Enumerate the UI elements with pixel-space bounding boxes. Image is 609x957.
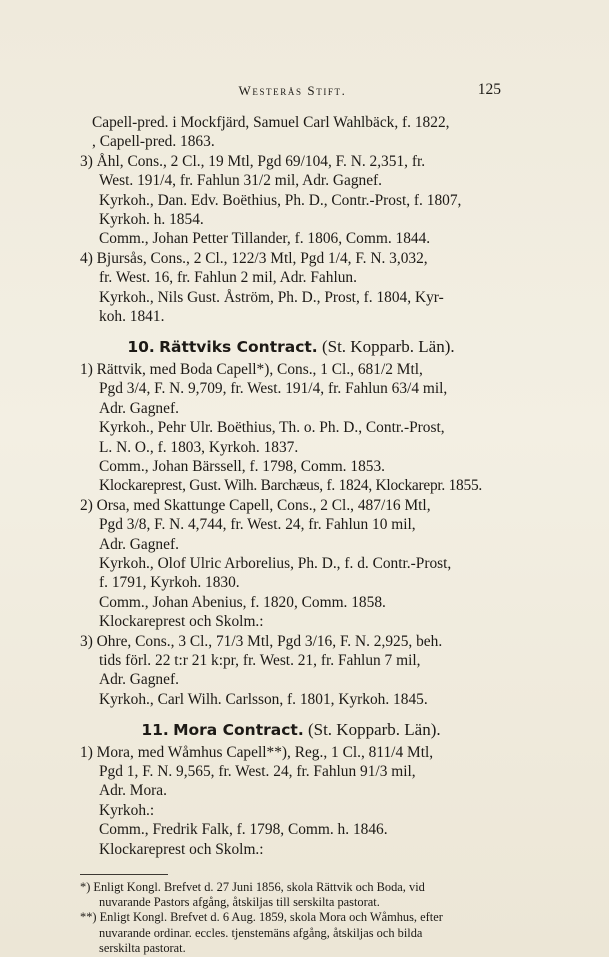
text-line: 1) Mora, med Wåmhus Capell**), Reg., 1 Cl., 811/4 Mtl, xyxy=(80,743,434,761)
text-line: Kyrkoh., Dan. Edv. Boëthius, Ph. D., Contr.-Prost, f. 1807, xyxy=(99,191,462,209)
text-line: Adr. Gagnef. xyxy=(99,399,179,417)
running-title: Westerås Stift. xyxy=(238,83,347,98)
entry-ohre xyxy=(80,632,502,710)
text-line: Adr. Gagnef. xyxy=(99,671,179,689)
text-line: f. 1791, Kyrkoh. 1830. xyxy=(99,574,240,592)
text-line: fr. West. 16, fr. Fahlun 2 mil, Adr. Fahlun. xyxy=(99,269,357,287)
text-line: , Capell-pred. 1863. xyxy=(92,133,215,151)
text-line: Comm., Johan Bärssell, f. 1798, Comm. 1853. xyxy=(99,457,386,475)
text-line: Kyrkoh., Nils Gust. Åström, Ph. D., Prost, f. 1804, Kyr- xyxy=(99,288,444,306)
footnote-line: serskilta pastorat. xyxy=(99,940,186,955)
text-line: Comm., Johan Abenius, f. 1820, Comm. 1858. xyxy=(99,593,386,611)
text-line: Kyrkoh., Pehr Ulr. Boëthius, Th. o. Ph. D., Contr.-Prost, xyxy=(99,419,445,437)
section-county: (St. Kopparb. Län). xyxy=(321,337,455,357)
section-name: Mora Contract. xyxy=(173,721,304,740)
text-line: Capell-pred. i Mockfjärd, Samuel Carl Wahlbäck, f. 1822, xyxy=(92,114,450,131)
text-line: West. 191/4, fr. Fahlun 31/2 mil, Adr. Gagnef. xyxy=(99,172,383,190)
entry-continuation xyxy=(80,113,502,152)
text-line: Kyrkoh., Olof Ulric Arborelius, Ph. D., f. d. Contr.-Prost, xyxy=(99,554,452,572)
section-heading xyxy=(80,337,502,357)
page-header xyxy=(84,83,501,103)
text-line: Klockareprest och Skolm.: xyxy=(99,840,264,858)
text-line: Kyrkoh.: xyxy=(99,801,155,819)
entry-ahl xyxy=(80,152,502,249)
text-line: Klockareprest och Skolm.: xyxy=(99,613,264,631)
text-line: Kyrkoh., Carl Wilh. Carlsson, f. 1801, Kyrkoh. 1845. xyxy=(99,690,428,708)
section-county: (St. Kopparb. Län). xyxy=(307,720,441,740)
page-number: 125 xyxy=(477,81,501,98)
text-line: koh. 1841. xyxy=(99,308,165,326)
entry-orsa xyxy=(80,496,502,632)
entry-mora xyxy=(80,743,502,859)
text-line: 2) Orsa, med Skattunge Capell, Cons., 2 Cl., 487/16 Mtl, xyxy=(80,496,431,514)
footnote-line: nuvarande ordinar. eccles. tjenstemäns afgång, åtskiljas och bilda xyxy=(99,925,423,940)
section-number: 10. xyxy=(127,338,155,357)
text-line: 3) Ohre, Cons., 3 Cl., 71/3 Mtl, Pgd 3/16, F. N. 2,925, beh. xyxy=(80,632,443,650)
section-name: Rättviks Contract. xyxy=(159,338,318,357)
footnote-line: *) Enligt Kongl. Brefvet d. 27 Juni 1856, skola Rättvik och Boda, vid xyxy=(80,880,425,895)
text-line: Kyrkoh. h. 1854. xyxy=(99,211,204,229)
footnotes xyxy=(80,880,502,956)
text-line: Pgd 3/8, F. N. 4,744, fr. West. 24, fr. Fahlun 10 mil, xyxy=(99,516,416,534)
footnote-line: **) Enligt Kongl. Brefvet d. 6 Aug. 1859, skola Mora och Wåmhus, efter xyxy=(80,910,443,925)
section-number: 11. xyxy=(141,721,169,740)
text-line: Adr. Gagnef. xyxy=(99,535,179,553)
text-line: Comm., Fredrik Falk, f. 1798, Comm. h. 1846. xyxy=(99,821,388,839)
text-line: Pgd 3/4, F. N. 9,709, fr. West. 191/4, fr. Fahlun 63/4 mil, xyxy=(99,380,448,398)
text-line: Pgd 1, F. N. 9,565, fr. West. 24, fr. Fahlun 91/3 mil, xyxy=(99,763,416,780)
text-line: 3) Åhl, Cons., 2 Cl., 19 Mtl, Pgd 69/104, F. N. 2,351, fr. xyxy=(80,152,426,170)
footnote-line: nuvarande Pastors afgång, åtskiljas till serskilta pastorat. xyxy=(99,895,380,910)
text-line: L. N. O., f. 1803, Kyrkoh. 1837. xyxy=(99,438,299,456)
page-body xyxy=(80,113,502,956)
text-line: Adr. Mora. xyxy=(99,782,167,800)
entry-bjursas xyxy=(80,249,502,327)
entry-rattvik xyxy=(80,360,502,496)
section-heading xyxy=(80,720,502,740)
text-line: Comm., Johan Petter Tillander, f. 1806, Comm. 1844. xyxy=(99,230,431,248)
text-line: tids förl. 22 t:r 21 k:pr, fr. West. 21, fr. Fahlun 7 mil, xyxy=(99,651,421,669)
text-line: Klockareprest, Gust. Wilh. Barchæus, f. 1824, Klockarepr. 1855. xyxy=(99,477,482,495)
text-line: 1) Rättvik, med Boda Capell*), Cons., 1 Cl., 681/2 Mtl, xyxy=(80,360,423,378)
text-line: 4) Bjursås, Cons., 2 Cl., 122/3 Mtl, Pgd 1/4, F. N. 3,032, xyxy=(80,249,428,267)
footnote-divider xyxy=(80,874,168,875)
